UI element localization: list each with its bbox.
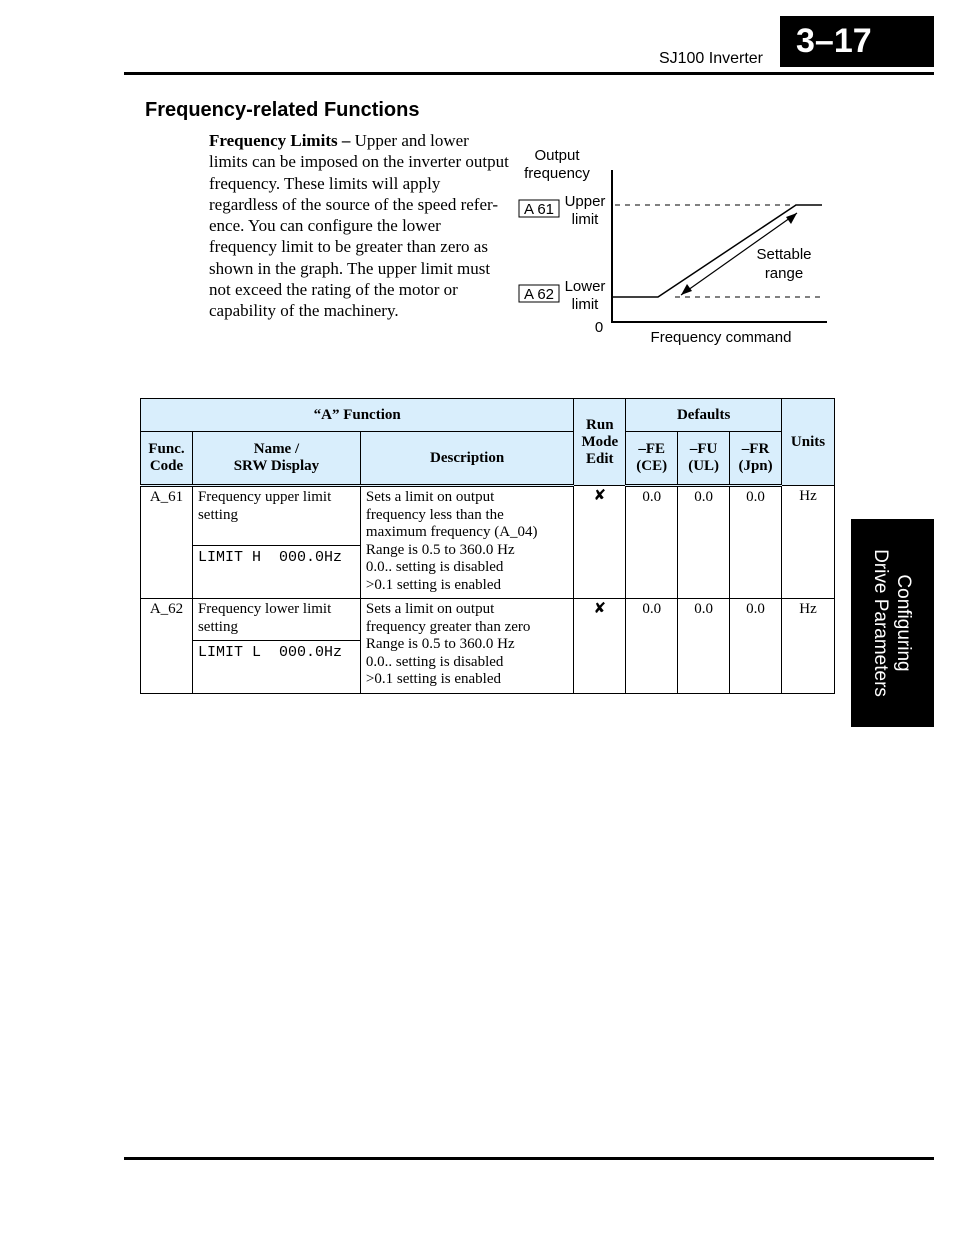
lower-limit-label-1: Lower	[564, 278, 606, 295]
default-fr-cell: 0.0	[730, 486, 782, 599]
default-fu-cell: 0.0	[678, 486, 730, 599]
defaults-header: Defaults	[626, 399, 782, 432]
upper-limit-code: A 61	[523, 201, 555, 218]
name-line-2: SRW Display	[233, 458, 320, 474]
frequency-limit-graph	[515, 140, 835, 355]
a-function-header: “A” Function	[141, 399, 574, 432]
description-line: >0.1 setting is enabled	[365, 576, 502, 593]
upper-limit-label-1: Upper	[564, 193, 606, 210]
description-line: maximum frequency (A_04)	[365, 524, 538, 540]
srw-display-text: LIMIT H 000.0Hz	[197, 549, 342, 566]
default-fu-cell: 0.0	[678, 599, 730, 694]
func-code-cell: A_61	[141, 486, 193, 599]
fu-line-1: –FU	[689, 441, 718, 457]
settable-range-label-1: Settable	[756, 246, 812, 263]
default-fr-cell: 0.0	[730, 599, 782, 694]
range-arrowhead-down	[681, 284, 692, 295]
name-line-1: Name /	[253, 441, 300, 457]
func-code-line-1: Func.	[148, 441, 185, 457]
description-line: Range is 0.5 to 360.0 Hz	[365, 541, 515, 558]
description-line: Sets a limit on output	[365, 601, 495, 617]
units-cell: Hz	[782, 486, 835, 599]
chapter-side-tab	[851, 519, 934, 727]
run-mode-line-3: Edit	[586, 450, 614, 467]
y-axis-label-2: frequency	[524, 165, 590, 182]
fr-line-2: (Jpn)	[738, 458, 773, 474]
run-mode-line-2: Mode	[581, 433, 619, 450]
origin-zero: 0	[594, 319, 604, 336]
fr-jpn-header	[730, 432, 782, 486]
default-fe-cell: 0.0	[626, 486, 678, 599]
name-cell: Frequency lower limit setting	[192, 599, 360, 641]
func-code-header	[141, 432, 193, 486]
settable-range-label-2: range	[764, 265, 804, 282]
description-cell	[360, 599, 573, 694]
fe-line-1: –FE	[638, 441, 666, 457]
intro-lead: Frequency Limits –	[209, 131, 351, 150]
y-axis-label-1: Output	[534, 147, 580, 164]
func-code-line-2: Code	[149, 458, 184, 474]
description-line: >0.1 setting is enabled	[365, 671, 502, 687]
footer-rule	[124, 1157, 934, 1160]
description-line: frequency greater than zero	[365, 618, 531, 635]
side-tab-line-2: Drive Parameters	[870, 549, 891, 697]
lower-limit-label-2: limit	[571, 296, 599, 313]
run-mode-line-1: Run	[586, 416, 614, 433]
description-line: 0.0.. setting is disabled	[365, 559, 504, 575]
side-tab-label	[869, 549, 915, 697]
x-axis-label: Frequency command	[650, 329, 792, 346]
fu-line-2: (UL)	[688, 458, 720, 474]
section-heading: Frequency-related Functions	[145, 99, 420, 121]
range-arrowhead-up	[786, 213, 797, 224]
name-cell: Frequency upper limit setting	[192, 486, 360, 546]
intro-body: Upper and lower limits can be imposed on the inverter output frequency. These limits will apply regardless of the source of the speed refer-ence. You can configure the lower frequency limit to be greater than zero as shown in the graph. The upper limit must not exceed the rating of the motor or capability of the machinery.	[209, 131, 509, 321]
product-name: SJ100 Inverter	[658, 50, 763, 67]
description-header: Description	[360, 432, 573, 486]
lower-limit-code: A 62	[523, 286, 555, 303]
fe-line-2: (CE)	[636, 458, 668, 474]
upper-limit-label-2: limit	[571, 211, 599, 228]
name-srw-header	[192, 432, 360, 486]
fu-ul-header	[678, 432, 730, 486]
srw-display-cell	[192, 546, 360, 599]
description-line: 0.0.. setting is disabled	[365, 653, 504, 670]
fe-ce-header	[626, 432, 678, 486]
a-function-table	[140, 398, 835, 694]
description-line: Sets a limit on output	[365, 489, 495, 505]
run-mode-edit-cell: ✘	[574, 599, 626, 694]
header-rule	[124, 72, 934, 75]
srw-display-text: LIMIT L 000.0Hz	[197, 644, 342, 661]
description-line: frequency less than the	[365, 506, 504, 523]
srw-display-cell	[192, 641, 360, 694]
side-tab-line-1: Configuring	[893, 574, 914, 672]
run-mode-edit-cell: ✘	[574, 486, 626, 599]
fr-line-1: –FR	[741, 441, 770, 457]
description-line: Range is 0.5 to 360.0 Hz	[365, 636, 515, 652]
description-cell	[360, 486, 573, 599]
units-header: Units	[782, 399, 835, 486]
intro-paragraph	[209, 130, 511, 322]
run-mode-edit-header	[574, 399, 626, 486]
page-number: 3–17	[780, 16, 934, 67]
default-fe-cell: 0.0	[626, 599, 678, 694]
units-cell: Hz	[782, 599, 835, 694]
func-code-cell: A_62	[141, 599, 193, 694]
